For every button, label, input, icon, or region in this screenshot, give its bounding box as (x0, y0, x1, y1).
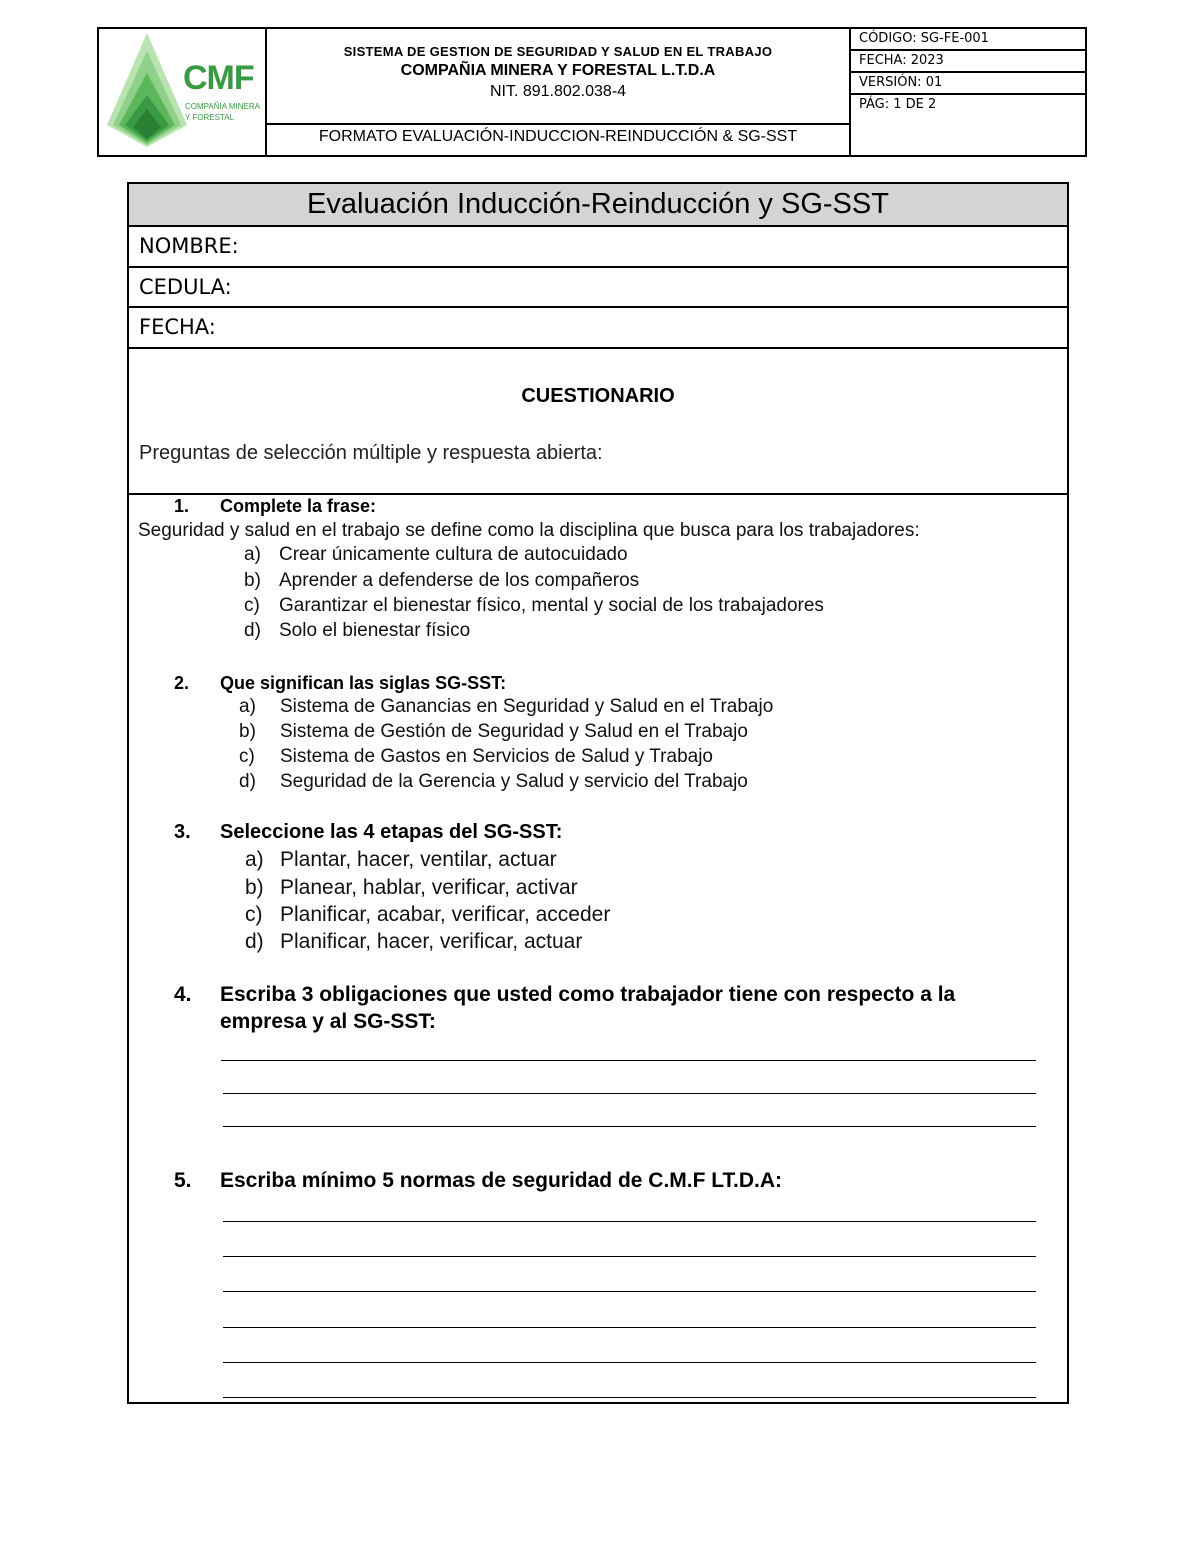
nombre-field[interactable] (129, 227, 1067, 268)
option-letter: a) (245, 848, 264, 871)
question-prompt: Seguridad y salud en el trabajo se define como la disciplina que busca para los trabajadores: (138, 520, 920, 541)
option-letter: c) (239, 746, 255, 767)
option-text: Planificar, acabar, verificar, acceder (280, 903, 611, 926)
option-letter: b) (245, 876, 264, 899)
option-letter: a) (244, 544, 261, 565)
option-text: Crear únicamente cultura de autocuidado (279, 544, 628, 565)
question-number: 3. (174, 821, 191, 843)
question-title: Complete la frase: (220, 496, 377, 516)
option-text: Sistema de Ganancias en Seguridad y Salud en el Trabajo (280, 696, 774, 717)
question-title: Escriba mínimo 5 normas de seguridad de C.M.F LT.D.A: (220, 1169, 783, 1192)
option-letter: c) (245, 903, 263, 926)
answer-line[interactable] (223, 1093, 1036, 1094)
answer-line[interactable] (223, 1362, 1036, 1363)
evaluation-form (127, 182, 1069, 1404)
option-letter: b) (239, 721, 256, 742)
format-name-cell (267, 125, 851, 155)
option-letter: b) (244, 570, 261, 591)
logo-text: CMF (183, 59, 254, 97)
answer-line[interactable] (223, 1221, 1036, 1222)
option-letter: d) (239, 771, 256, 792)
option-text: Solo el bienestar físico (279, 620, 471, 641)
option-text: Sistema de Gastos en Servicios de Salud y Trabajo (280, 746, 714, 767)
instructions: Preguntas de selección múltiple y respuesta abierta: (139, 442, 603, 464)
nombre-label: NOMBRE: (139, 234, 239, 258)
cedula-field[interactable] (129, 268, 1067, 308)
option-text: Aprender a defenderse de los compañeros (279, 570, 640, 591)
answer-line[interactable] (223, 1327, 1036, 1328)
question-number: 2. (174, 673, 190, 693)
format-name: FORMATO EVALUACIÓN-INDUCCION-REINDUCCIÓN & SG-SST (318, 128, 798, 145)
form-title-row (129, 184, 1067, 227)
question-title-line1: Escriba 3 obligaciones que usted como trabajador tiene con respecto a la (220, 983, 956, 1006)
document-meta (851, 29, 1085, 155)
answer-line[interactable] (221, 1060, 1036, 1061)
company-name: COMPAÑIA MINERA Y FORESTAL L.T.D.A (400, 62, 716, 79)
meta-fecha: FECHA: 2023 (851, 51, 1085, 73)
option-text: Seguridad de la Gerencia y Salud y servicio del Trabajo (280, 771, 748, 792)
section-title: CUESTIONARIO (521, 385, 675, 407)
question-title: Que significan las siglas SG-SST: (220, 673, 507, 693)
document-header (97, 27, 1087, 157)
form-title: Evaluación Inducción-Reinducción y SG-SST (307, 188, 889, 220)
answer-line[interactable] (223, 1397, 1036, 1398)
option-text: Garantizar el bienestar físico, mental y social de los trabajadores (279, 595, 824, 616)
cedula-label: CEDULA: (139, 275, 232, 299)
meta-codigo: CÓDIGO: SG-FE-001 (851, 29, 1085, 51)
option-letter: c) (244, 595, 260, 616)
logo-subtitle-line1: COMPAÑÍA MINERA (185, 102, 260, 111)
option-text: Sistema de Gestión de Seguridad y Salud en el Trabajo (280, 721, 748, 742)
company-nit: NIT. 891.802.038-4 (489, 83, 627, 100)
option-letter: d) (245, 930, 264, 953)
answer-line[interactable] (223, 1291, 1036, 1292)
header-title-block (267, 29, 851, 125)
option-letter: a) (239, 696, 256, 717)
question-title-line2: empresa y al SG-SST: (220, 1010, 436, 1033)
company-logo (99, 29, 267, 155)
fecha-field[interactable] (129, 308, 1067, 349)
question-number: 4. (174, 983, 192, 1006)
logo-subtitle (185, 101, 260, 123)
answer-line[interactable] (223, 1256, 1036, 1257)
option-text: Planear, hablar, verificar, activar (280, 876, 578, 899)
option-letter: d) (244, 620, 261, 641)
system-title: SISTEMA DE GESTION DE SEGURIDAD Y SALUD EN EL TRABAJO (343, 44, 773, 59)
meta-pagina: PÁG: 1 DE 2 (859, 97, 937, 112)
question-title: Seleccione las 4 etapas del SG-SST: (220, 821, 563, 843)
fecha-label: FECHA: (139, 315, 216, 339)
question-number: 5. (174, 1169, 192, 1192)
option-text: Plantar, hacer, ventilar, actuar (280, 848, 557, 871)
answer-line[interactable] (223, 1126, 1036, 1127)
logo-subtitle-line2: Y FORESTAL (185, 113, 235, 122)
question-number: 1. (174, 496, 190, 516)
meta-version: VERSIÓN: 01 (851, 73, 1085, 95)
questionnaire-intro (129, 349, 1067, 495)
option-text: Planificar, hacer, verificar, actuar (280, 930, 583, 953)
